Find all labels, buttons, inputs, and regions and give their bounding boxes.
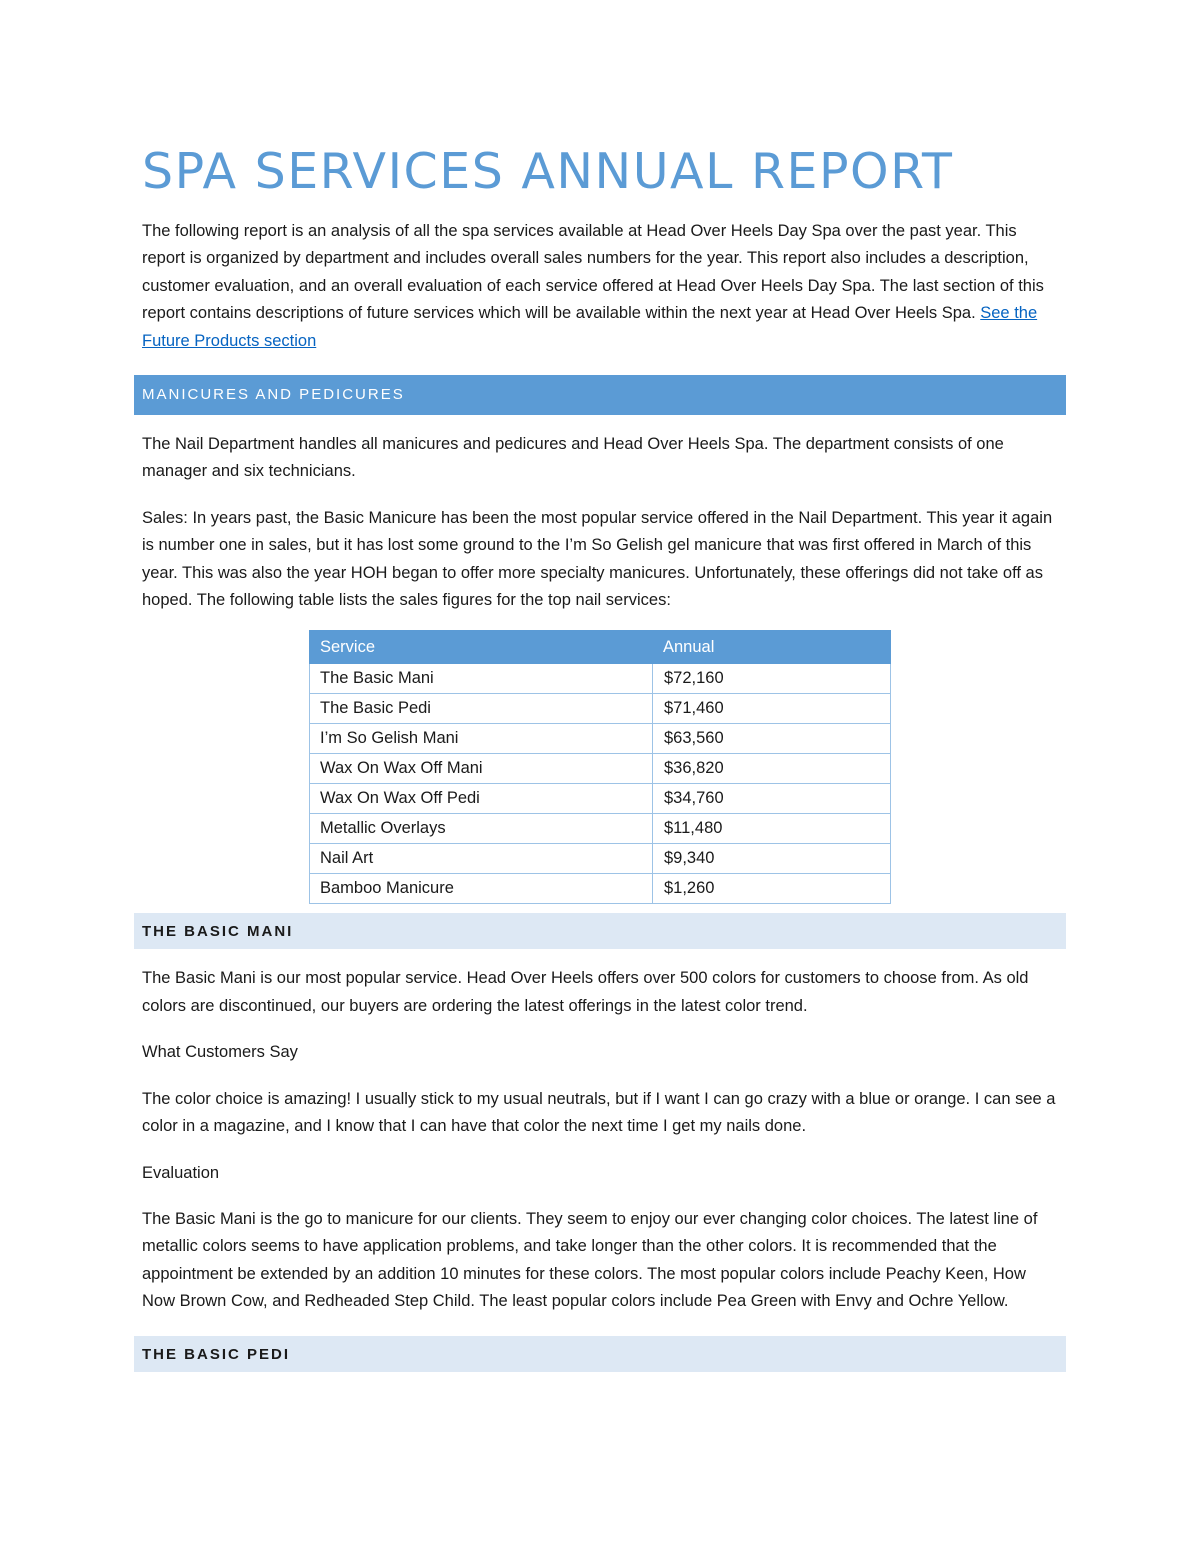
annual-cell: $71,460 [653, 694, 891, 724]
basic-mani-description: The Basic Mani is our most popular service. Head Over Heels offers over 500 colors for customers to choose from. As old colors are discontinued, our buyers are ordering the latest offerings in the latest color trend. [142, 969, 1029, 1015]
sales-table [309, 630, 891, 904]
table-row [310, 814, 891, 844]
subheading-basic-mani: THE BASIC MANI [134, 913, 1066, 949]
annual-cell: $11,480 [653, 814, 891, 844]
intro-text: The following report is an analysis of all the spa services available at Head Over Heels Day Spa over the past year. This report is organized by department and includes overall sales numbers for the year. This report also includes a description, customer evaluation, and an overall evaluation of each service offered at Head Over Heels Day Spa. The last section of this report contains descriptions of future services which will be available within the next year at Head Over Heels Spa. [142, 222, 1044, 323]
header-service: Service [310, 631, 653, 664]
table-row [310, 694, 891, 724]
table-row [310, 874, 891, 904]
document-body [134, 136, 1066, 1372]
annual-cell: $9,340 [653, 844, 891, 874]
table-header-row [310, 631, 891, 664]
table-row [310, 754, 891, 784]
service-cell: Wax On Wax Off Mani [310, 754, 653, 784]
annual-cell: $1,260 [653, 874, 891, 904]
evaluation-label: Evaluation [142, 1163, 220, 1182]
report-title: SPA SERVICES ANNUAL REPORT [142, 143, 954, 200]
table-row [310, 724, 891, 754]
sales-paragraph: Sales: In years past, the Basic Manicure has been the most popular service offered in the Nail Department. This year it again is number one in sales, but it has lost some ground to the I’m So Gelish gel manicure that was first offered in March of this year. This was also the year HOH began to offer more specialty manicures. Unfortunately, these offerings did not take off as hoped. The following table lists the sales figures for the top nail services: [142, 508, 1053, 610]
table-row [310, 784, 891, 814]
annual-cell: $72,160 [653, 664, 891, 694]
service-cell: Metallic Overlays [310, 814, 653, 844]
service-cell: Nail Art [310, 844, 653, 874]
service-cell: Bamboo Manicure [310, 874, 653, 904]
customers-quote: The color choice is amazing! I usually stick to my usual neutrals, but if I want I can go crazy with a blue or orange. I can see a color in a magazine, and I know that I can have that color the next time I get my nails done. [142, 1089, 1056, 1136]
customers-label: What Customers Say [142, 1043, 298, 1062]
service-cell: I’m So Gelish Mani [310, 724, 653, 754]
annual-cell: $36,820 [653, 754, 891, 784]
evaluation-text: The Basic Mani is the go to manicure for our clients. They seem to enjoy our ever changing color choices. The latest line of metallic colors seems to have application problems, and take longer than the other colors. It is recommended that the appointment be extended by an addition 10 minutes for these colors. The most popular colors include Peachy Keen, How Now Brown Cow, and Redheaded Step Child. The least popular colors include Pea Green with Envy and Ochre Yellow. [142, 1209, 1038, 1311]
annual-cell: $63,560 [653, 724, 891, 754]
table-row [310, 664, 891, 694]
annual-cell: $34,760 [653, 784, 891, 814]
subheading-basic-pedi: THE BASIC PEDI [134, 1336, 1066, 1372]
service-cell: Wax On Wax Off Pedi [310, 784, 653, 814]
table-row [310, 844, 891, 874]
future-products-link[interactable]: See the Future Products section [142, 304, 1038, 350]
intro-paragraph [134, 218, 1066, 355]
section-heading-manicures-pedicures: MANICURES AND PEDICURES [134, 375, 1066, 415]
service-cell: The Basic Pedi [310, 694, 653, 724]
header-annual: Annual [653, 631, 891, 664]
nail-department-paragraph: The Nail Department handles all manicures and pedicures and Head Over Heels Spa. The department consists of one manager and six technicians. [142, 435, 1004, 481]
service-cell: The Basic Mani [310, 664, 653, 694]
